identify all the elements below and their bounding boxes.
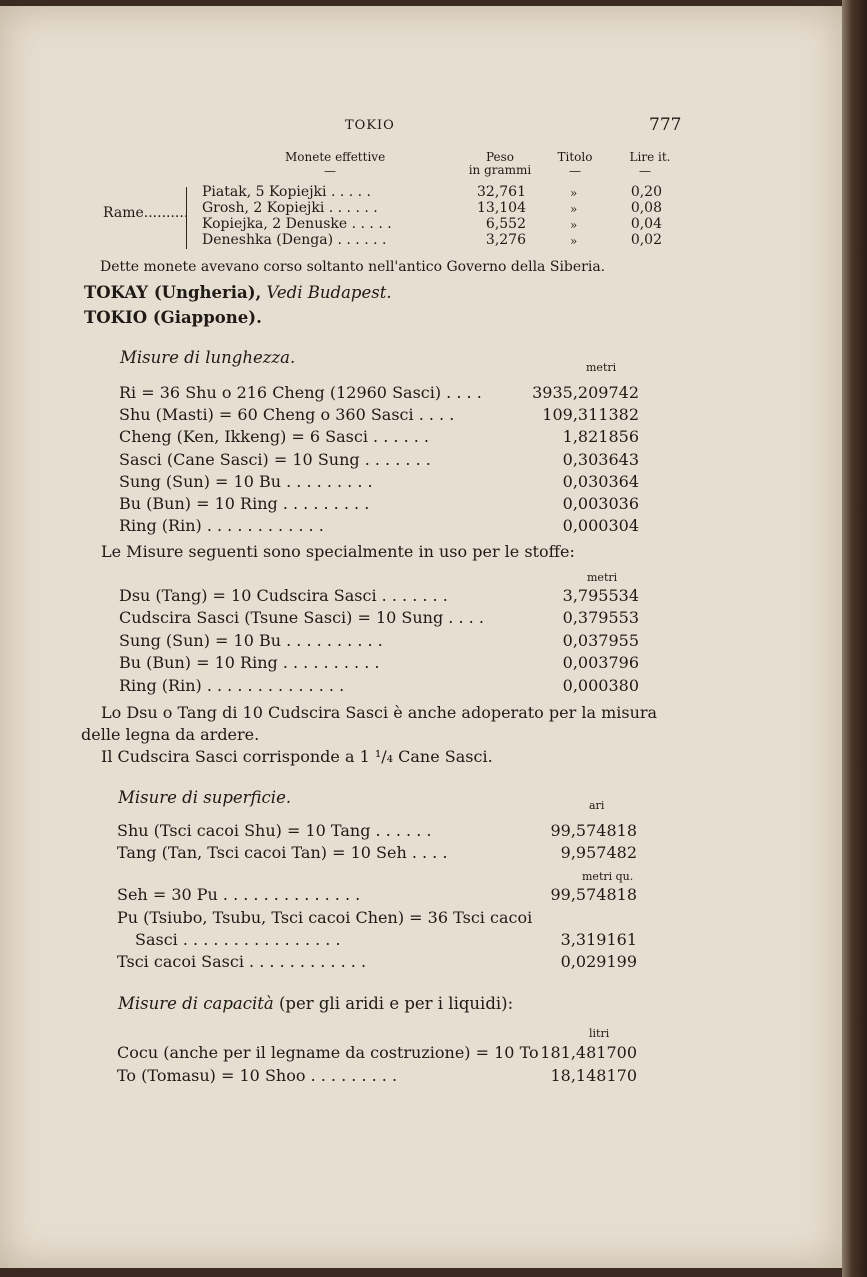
length-row-value: 1,821856 (562, 427, 639, 446)
surface-tsci-label: Tsci cacoi Sasci . . . . . . . . . . . . (117, 952, 367, 971)
length-row-value: 0,030364 (562, 472, 639, 491)
length-row-value: 109,311382 (542, 405, 639, 424)
fabric-row-value: 0,003796 (562, 653, 639, 672)
length-row-label: Sasci (Cane Sasci) = 10 Sung . . . . . . . (119, 450, 431, 469)
length-row-label: Bu (Bun) = 10 Ring . . . . . . . . . (119, 494, 370, 513)
capacity-title-rest: (per gli aridi e per i liquidi): (278, 994, 514, 1013)
col-header-value: Lire it. (629, 150, 671, 164)
unit-metri: metri (586, 361, 617, 374)
entry-tokay-name: TOKAY (Ungheria), (84, 283, 262, 302)
coin-row-weight: 6,552 (485, 216, 526, 232)
fabric-row-value: 3,795534 (562, 586, 639, 605)
coin-row-weight: 32,761 (477, 184, 526, 200)
entry-tokio: TOKIO (Giappone). (84, 308, 262, 327)
entry-tokay-ref: Vedi Budapest. (266, 283, 392, 302)
length-row-value: 3935,209742 (532, 383, 639, 402)
coin-row-value: 0,20 (630, 184, 662, 200)
coins-note: Dette monete avevano corso soltanto nell'antico Governo della Siberia. (100, 259, 606, 275)
length-row-label: Cheng (Ken, Ikkeng) = 6 Sasci . . . . . . (119, 427, 429, 446)
col-header-coins: Monete effettive (285, 150, 386, 164)
fabrics-intro: Le Misure seguenti sono specialmente in uso per le stoffe: (101, 542, 575, 561)
coin-row-title: » (570, 202, 578, 216)
capacity-row-label: Cocu (anche per il legname da costruzione) = 10 To (117, 1043, 539, 1062)
col-header-dash: — (324, 164, 336, 178)
surface-row-value: 99,574818 (550, 821, 637, 840)
length-row-label: Sung (Sun) = 10 Bu . . . . . . . . . (119, 472, 373, 491)
fabric-row-label: Cudscira Sasci (Tsune Sasci) = 10 Sung . . . . (119, 608, 484, 627)
coin-row-name: Deneshka (Denga) . . . . . . (202, 232, 387, 248)
running-header: TOKIO (345, 118, 395, 133)
coin-row-value: 0,02 (630, 232, 662, 248)
surface-row-value: 99,574818 (550, 885, 637, 904)
length-row-value: 0,003036 (562, 494, 639, 513)
length-row-label: Ri = 36 Shu o 216 Cheng (12960 Sasci) . . . . (119, 383, 482, 402)
length-row-value: 0,000304 (562, 516, 639, 535)
length-row-value: 0,303643 (562, 450, 639, 469)
col-header-weight: Peso (485, 150, 515, 164)
fabric-row-value: 0,037955 (562, 631, 639, 650)
coin-group-label: Rame.......... (103, 205, 189, 221)
coin-row-name: Kopiejka, 2 Denuske . . . . . (202, 216, 392, 232)
capacity-row-value: 181,481700 (540, 1043, 637, 1062)
coin-row-title: » (570, 234, 578, 248)
coin-row-weight: 3,276 (485, 232, 526, 248)
fabric-row-label: Dsu (Tang) = 10 Cudscira Sasci . . . . . . . (119, 586, 448, 605)
surface-row-label: Tang (Tan, Tsci cacoi Tan) = 10 Seh . . . . (117, 843, 448, 862)
fabric-row-label: Bu (Bun) = 10 Ring . . . . . . . . . . (119, 653, 380, 672)
surface-pu-value: 3,319161 (560, 930, 637, 949)
col-header-title-dash: — (569, 164, 581, 178)
entry-tokay (84, 283, 392, 302)
unit-metri-fabrics: metri (587, 571, 618, 584)
fabrics-note-line1: Lo Dsu o Tang di 10 Cudscira Sasci è anche adoperato per la misura (101, 703, 658, 722)
page-number: 777 (649, 115, 682, 135)
unit-litri: litri (589, 1027, 610, 1040)
coin-row-name: Piatak, 5 Kopiejki . . . . . (202, 184, 371, 200)
surface-pu-line2: Sasci . . . . . . . . . . . . . . . . (135, 930, 341, 949)
fabric-row-label: Sung (Sun) = 10 Bu . . . . . . . . . . (119, 631, 383, 650)
coin-row-title: » (570, 186, 578, 200)
coin-row-title: » (570, 218, 578, 232)
unit-metri-qu: metri qu. (582, 870, 634, 883)
col-header-title: Titolo (557, 150, 593, 164)
fabrics-note-ratio: Il Cudscira Sasci corrisponde a 1 ¹/₄ Cane Sasci. (101, 747, 493, 766)
section-title-length: Misure di lunghezza. (120, 348, 296, 367)
fabrics-note-line2: delle legna da ardere. (81, 725, 260, 744)
fabric-row-label: Ring (Rin) . . . . . . . . . . . . . . (119, 676, 345, 695)
surface-row-label: Seh = 30 Pu . . . . . . . . . . . . . . (117, 885, 361, 904)
fabric-row-value: 0,000380 (562, 676, 639, 695)
fabric-row-value: 0,379553 (562, 608, 639, 627)
unit-ari: ari (589, 799, 605, 812)
length-row-label: Ring (Rin) . . . . . . . . . . . . (119, 516, 324, 535)
col-header-value-dash: — (639, 164, 651, 178)
group-brace (186, 187, 195, 249)
coin-row-weight: 13,104 (477, 200, 526, 216)
surface-row-label: Shu (Tsci cacoi Shu) = 10 Tang . . . . . . (117, 821, 432, 840)
col-header-weight-sub: in grammi (468, 163, 532, 177)
surface-tsci-value: 0,029199 (560, 952, 637, 971)
coin-row-name: Grosh, 2 Kopiejki . . . . . . (202, 200, 378, 216)
page-edge (842, 0, 867, 1277)
coin-row-value: 0,08 (630, 200, 662, 216)
surface-pu-line1: Pu (Tsiubo, Tsubu, Tsci cacoi Chen) = 36 Tsci cacoi (117, 908, 533, 927)
capacity-row-value: 18,148170 (550, 1066, 637, 1085)
section-title-capacity (118, 994, 513, 1013)
capacity-row-label: To (Tomasu) = 10 Shoo . . . . . . . . . (117, 1066, 398, 1085)
section-title-surface: Misure di superficie. (118, 788, 292, 807)
capacity-title-italic: Misure di capacità (118, 994, 274, 1013)
coin-row-value: 0,04 (630, 216, 662, 232)
surface-row-value: 9,957482 (560, 843, 637, 862)
length-row-label: Shu (Masti) = 60 Cheng o 360 Sasci . . . . (119, 405, 455, 424)
